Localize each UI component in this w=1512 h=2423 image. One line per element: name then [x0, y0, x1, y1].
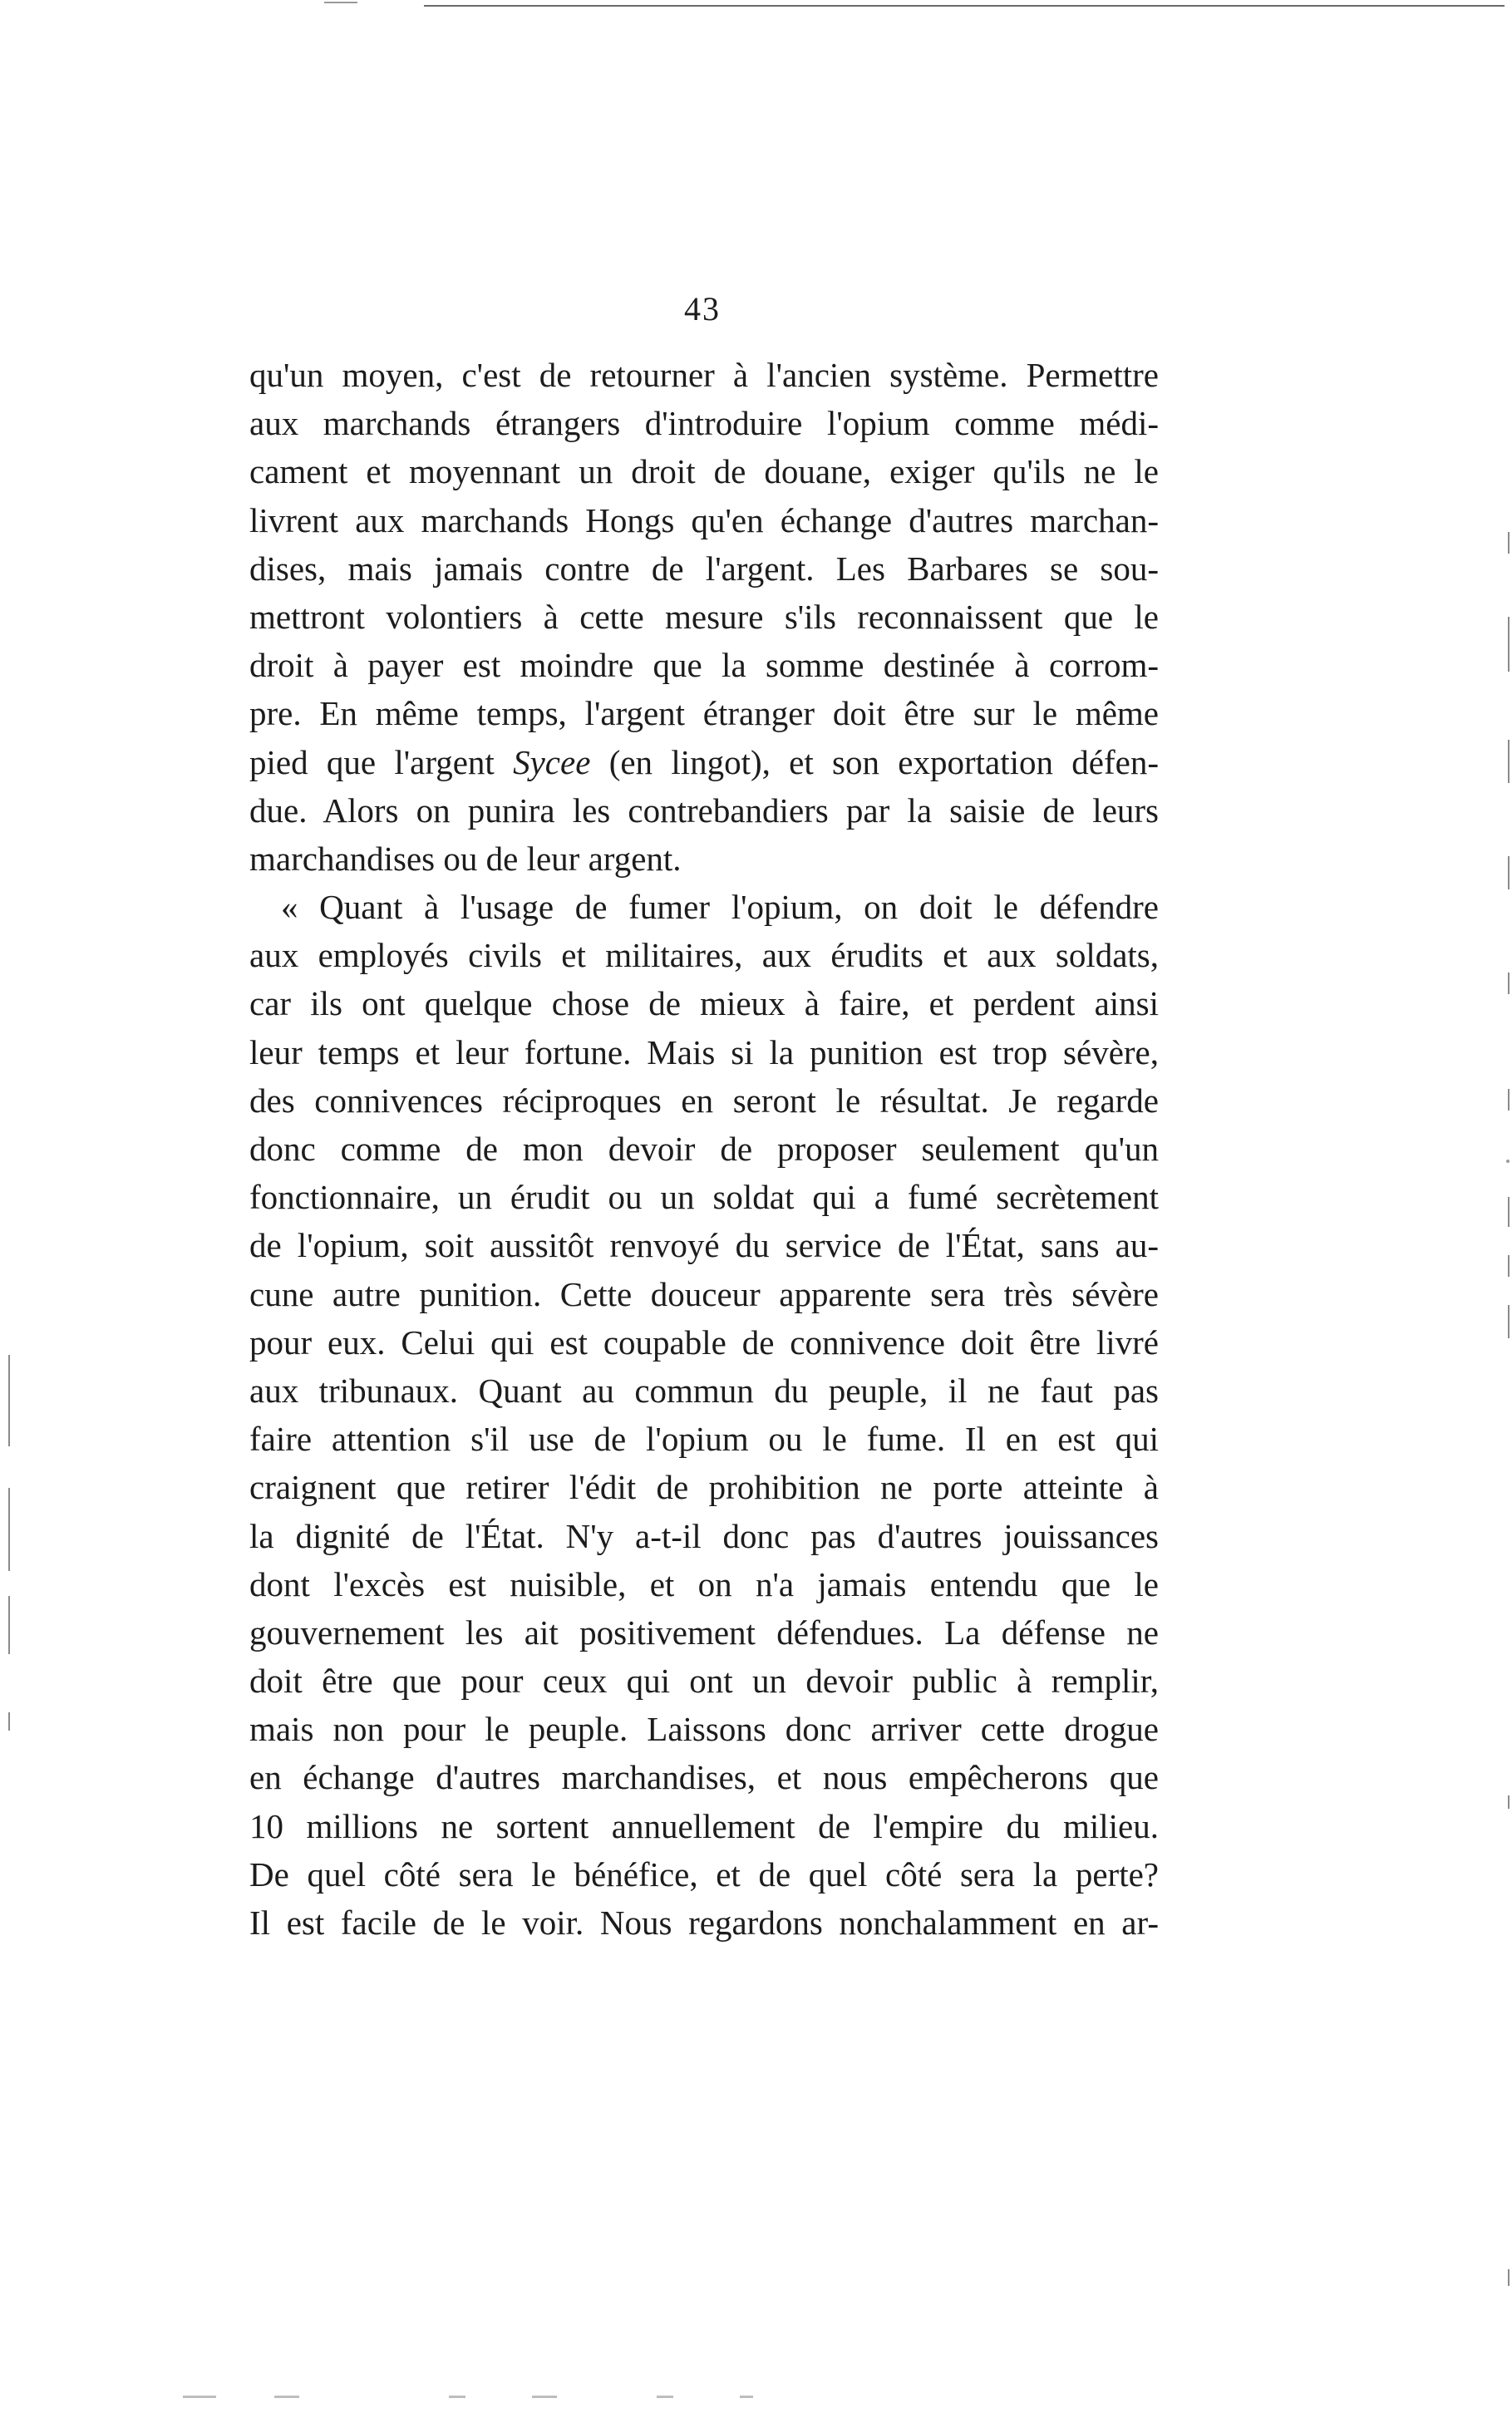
text-line: dont l'excès est nuisible, et on n'a jamais entendu que le [249, 1564, 1159, 1603]
text-line: pre. En même temps, l'argent étranger doit être sur le même [249, 694, 1159, 733]
text-line: pour eux. Celui qui est coupable de connivence doit être livré [249, 1322, 1159, 1362]
text-line: doit être que pour ceux qui ont un devoir public à remplir, [249, 1662, 1159, 1701]
scan-margin-mark [1508, 856, 1510, 889]
text-line: gouvernement les ait positivement défendues. La défense ne [249, 1613, 1159, 1652]
scan-margin-mark [1508, 1255, 1510, 1277]
text-line: droit à payer est moindre que la somme destinée à corrom- [249, 646, 1159, 685]
scan-speck [1506, 1160, 1510, 1163]
text-line: la dignité de l'État. N'y a-t-il donc pas d'autres jouissances [249, 1516, 1159, 1555]
page-top-rule [424, 5, 1505, 7]
text-line: livrent aux marchands Hongs qu'en échange d'autres marchan- [249, 500, 1159, 539]
scan-margin-mark [1508, 1197, 1510, 1227]
text-line: des connivences réciproques en seront le résultat. Je regarde [249, 1081, 1159, 1120]
text-line: De quel côté sera le bénéfice, et de quel côté sera la perte? [249, 1854, 1159, 1894]
text-line: donc comme de mon devoir de proposer seulement qu'un [249, 1130, 1159, 1168]
text-line: qu'un moyen, c'est de retourner à l'ancien système. Permettre [249, 356, 1159, 394]
scan-margin-mark [8, 1596, 10, 1654]
scan-margin-mark [1508, 1305, 1510, 1338]
scan-margin-mark [1508, 532, 1510, 554]
text-line: cune autre punition. Cette douceur apparente sera très sévère [249, 1274, 1159, 1313]
text-line: due. Alors on punira les contrebandiers par la saisie de leurs [249, 790, 1159, 830]
text-line: aux marchands étrangers d'introduire l'opium comme médi- [249, 404, 1159, 443]
scan-smudge [740, 2396, 753, 2398]
scan-margin-mark [8, 1488, 10, 1571]
italic-term: Sycee [513, 742, 591, 781]
text-line: pied que l'argent Sycee (en lingot), et son exportation défen- [249, 742, 1159, 781]
text-line: fonctionnaire, un érudit ou un soldat qui a fumé secrètement [249, 1178, 1159, 1217]
body-text [249, 351, 1159, 1947]
text-line: aux tribunaux. Quant au commun du peuple, il ne faut pas [249, 1371, 1159, 1410]
scan-margin-mark [1508, 617, 1510, 672]
text-line: mettront volontiers à cette mesure s'ils reconnaissent que le [249, 597, 1159, 636]
scan-edge-mark [324, 2, 357, 3]
scan-smudge [449, 2396, 465, 2398]
scan-margin-mark [1508, 740, 1510, 783]
scan-margin-mark [1508, 973, 1510, 994]
text-line: Il est facile de le voir. Nous regardons nonchalamment en ar- [249, 1903, 1159, 1942]
text-line: 10 millions ne sortent annuellement de l'empire du milieu. [249, 1806, 1159, 1845]
scan-margin-mark [1508, 1795, 1510, 1809]
scan-margin-mark [1508, 2269, 1510, 2286]
scan-margin-mark [1508, 1089, 1510, 1111]
scan-smudge [657, 2396, 673, 2398]
text-line: car ils ont quelque chose de mieux à faire, et perdent ainsi [249, 984, 1159, 1023]
text-line: mais non pour le peuple. Laissons donc arriver cette drogue [249, 1710, 1159, 1749]
paragraph-start-line: « Quant à l'usage de fumer l'opium, on doit le défendre [281, 888, 1159, 927]
scan-margin-mark [8, 1355, 10, 1446]
scan-smudge [274, 2396, 299, 2398]
text-line: craignent que retirer l'édit de prohibition ne porte atteinte à [249, 1468, 1159, 1507]
text-line: leur temps et leur fortune. Mais si la punition est trop sévère, [249, 1032, 1159, 1071]
text-line: de l'opium, soit aussitôt renvoyé du service de l'État, sans au- [249, 1226, 1159, 1265]
page-number: 43 [684, 290, 721, 327]
paragraph-end-line: marchandises ou de leur argent. [249, 839, 682, 878]
text-line: cament et moyennant un droit de douane, exiger qu'ils ne le [249, 452, 1159, 491]
scan-smudge [532, 2396, 557, 2398]
text-line: aux employés civils et militaires, aux érudits et aux soldats, [249, 936, 1159, 975]
text-line: en échange d'autres marchandises, et nous empêcherons que [249, 1758, 1159, 1797]
text-line: dises, mais jamais contre de l'argent. Les Barbares se sou- [249, 549, 1159, 588]
scan-margin-mark [8, 1712, 10, 1731]
scan-smudge [183, 2396, 216, 2398]
text-line: faire attention s'il use de l'opium ou le fume. Il en est qui [249, 1420, 1159, 1459]
